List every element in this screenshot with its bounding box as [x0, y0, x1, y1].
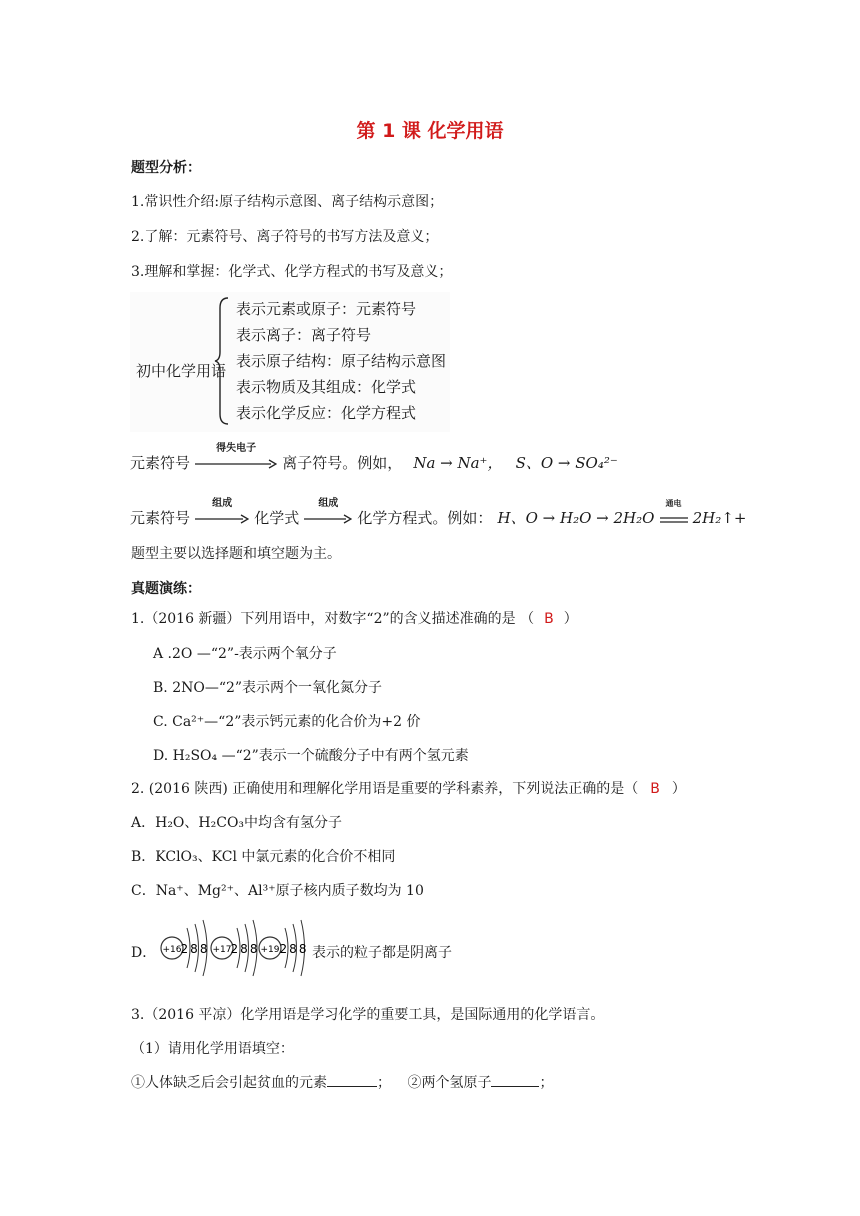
diagram-branch: 表示化学反应：化学方程式	[236, 404, 417, 422]
nucleus-label: +19	[260, 945, 280, 955]
question-3-fill-line	[131, 1072, 553, 1092]
condition-label: 通电	[665, 499, 682, 508]
arrow-label: 组成	[318, 498, 339, 509]
flow-from: 元素符号	[130, 454, 191, 472]
summary-text: 题型主要以选择题和填空题为主。	[131, 546, 341, 562]
question-2-option-b: B．KClO₃、KCl 中氯元素的化合价不相同	[131, 849, 396, 865]
analysis-item-1: 1.常识性介绍:原子结构示意图、离子结构示意图；	[131, 194, 444, 210]
arrow-right-icon	[195, 498, 249, 528]
electron-shells-label: 288	[230, 942, 260, 956]
arrow-right-icon	[195, 443, 277, 473]
flow-from: 元素符号	[130, 509, 191, 527]
question-1-option-a: A .2O —“2”-表示两个氧分子	[153, 646, 337, 662]
arrow-label: 组成	[212, 498, 233, 509]
line-end: ；	[539, 1075, 554, 1091]
arrow-label: 得失电子	[216, 443, 257, 454]
equation-flow	[130, 498, 747, 528]
nucleus-label: +17	[212, 945, 232, 955]
curly-brace-icon	[214, 296, 230, 426]
question-1-option-b: B. 2NO—“2”表示两个一氧化氮分子	[153, 680, 383, 696]
answer-blank-1[interactable]	[327, 1072, 377, 1087]
analysis-heading: 题型分析：	[131, 160, 201, 176]
nucleus-label: +16	[162, 945, 182, 955]
chemistry-terms-diagram	[130, 292, 450, 432]
diagram-branch: 表示原子结构：原子结构示意图	[236, 352, 447, 370]
analysis-item-3: 3.理解和掌握：化学式、化学方程式的书写及意义；	[131, 264, 453, 280]
question-2-option-d-label: D．	[131, 945, 157, 961]
question-stem-text: 2. (2016 陕西) 正确使用和理解化学用语是重要的学科素养，下列说法正确的是（	[131, 781, 639, 797]
diagram-branch: 表示元素或原子：元素符号	[236, 300, 417, 318]
example-na: Na → Na⁺，	[413, 454, 503, 472]
equals-sign-icon	[660, 499, 688, 528]
question-close: ）	[563, 611, 578, 627]
example-products: 2H₂↑+	[692, 509, 747, 527]
flow-to: 化学方程式。例如：	[357, 509, 493, 527]
fill-prompt-1: ①人体缺乏后会引起贫血的元素	[131, 1075, 327, 1091]
page-title: 第 1 课 化学用语	[356, 120, 504, 142]
diagram-branch: 表示离子：离子符号	[236, 326, 372, 344]
question-3-sub1: （1）请用化学用语填空：	[131, 1041, 294, 1057]
fill-prompt-2: ②两个氢原子	[407, 1075, 492, 1091]
question-1-stem	[131, 608, 578, 628]
atom-diagram-3	[259, 920, 308, 976]
atom-diagram-2	[211, 920, 259, 976]
question-stem-text: 1.（2016 新疆）下列用语中，对数字“2”的含义描述准确的是 （	[131, 611, 535, 627]
question-2-option-d-text: 表示的粒子都是阴离子	[312, 945, 452, 961]
arrow-right-icon	[304, 498, 352, 528]
answer-blank-2[interactable]	[491, 1072, 539, 1087]
question-close: ）	[671, 781, 686, 797]
practice-heading: 真题演练：	[131, 581, 201, 597]
ion-symbol-flow	[130, 443, 618, 473]
atomic-structure-diagrams	[158, 914, 308, 982]
question-3-stem: 3.（2016 平凉）化学用语是学习化学的重要工具，是国际通用的化学语言。	[131, 1007, 605, 1023]
electron-shells-label: 288	[279, 942, 308, 956]
question-2-option-a: A．H₂O、H₂CO₃中均含有氢分子	[131, 815, 343, 831]
atom-diagram-1	[161, 920, 209, 976]
separator: ；	[377, 1075, 391, 1091]
electron-shells-label: 288	[180, 942, 210, 956]
question-2-option-c: C．Na⁺、Mg²⁺、Al³⁺原子核内质子数均为 10	[131, 883, 424, 899]
diagram-branch: 表示物质及其组成：化学式	[236, 378, 417, 396]
answer-mark: B	[650, 781, 660, 797]
question-1-option-d: D. H₂SO₄ —“2”表示一个硫酸分子中有两个氢元素	[153, 748, 469, 764]
diagram-root: 初中化学用语	[136, 362, 227, 380]
flow-to: 离子符号。例如，	[282, 454, 403, 472]
question-1-option-c: C. Ca²⁺—“2”表示钙元素的化合价为+2 价	[153, 714, 421, 730]
answer-mark: B	[544, 611, 554, 627]
flow-mid: 化学式	[254, 509, 300, 527]
example-so4: S、O → SO₄²⁻	[515, 454, 618, 472]
example-water: H、O → H₂O → 2H₂O	[497, 509, 655, 527]
question-2-stem	[131, 778, 686, 798]
analysis-item-2: 2.了解：元素符号、离子符号的书写方法及意义；	[131, 229, 439, 245]
